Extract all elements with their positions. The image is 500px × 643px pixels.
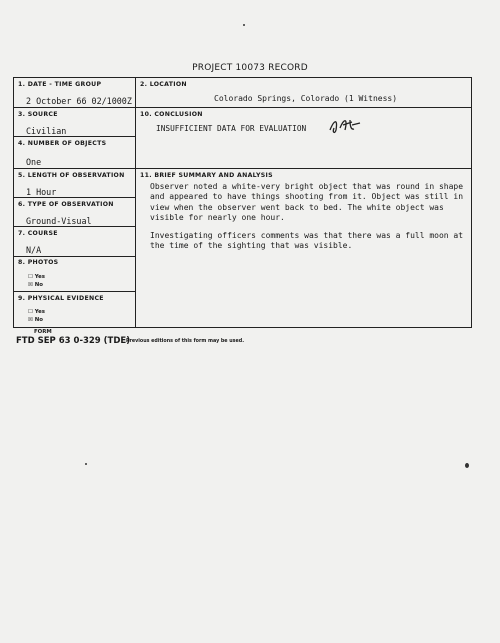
divider bbox=[14, 291, 135, 292]
footer-form-code: FTD SEP 63 0-329 (TDE) bbox=[16, 336, 131, 346]
physical-evidence-label: 9. PHYSICAL EVIDENCE bbox=[18, 295, 104, 302]
length-of-observation-value: 1 Hour bbox=[26, 187, 57, 197]
length-of-observation-label: 5. LENGTH OF OBSERVATION bbox=[18, 172, 125, 179]
speck bbox=[465, 463, 469, 468]
page-title: PROJECT 10073 RECORD bbox=[192, 63, 308, 73]
photos-yes-option: ☐ Yes bbox=[28, 274, 45, 280]
evidence-no-option: ☒ No bbox=[28, 317, 43, 323]
divider bbox=[14, 197, 135, 198]
source-value: Civilian bbox=[26, 126, 67, 136]
divider bbox=[14, 168, 135, 169]
divider bbox=[14, 256, 135, 257]
type-of-observation-label: 6. TYPE OF OBSERVATION bbox=[18, 201, 114, 208]
course-value: N/A bbox=[26, 245, 42, 255]
summary-paragraph-1: Observer noted a white-very bright object that was round in shape and appeared to have things shooting from it. Object was still in view when the observer went back to bed. The white object was visible for nearly one hour. bbox=[150, 182, 464, 223]
photos-yes-text: Yes bbox=[34, 274, 45, 280]
summary-label: 11. BRIEF SUMMARY AND ANALYSIS bbox=[140, 172, 273, 179]
photos-label: 8. PHOTOS bbox=[18, 259, 59, 266]
course-label: 7. COURSE bbox=[18, 230, 58, 237]
source-label: 3. SOURCE bbox=[18, 111, 58, 118]
divider bbox=[14, 107, 135, 108]
location-value: Colorado Springs, Colorado (1 Witness) bbox=[214, 94, 398, 103]
type-of-observation-value: Ground-Visual bbox=[26, 216, 92, 226]
location-label: 2. LOCATION bbox=[140, 81, 187, 88]
conclusion-label: 10. CONCLUSION bbox=[140, 111, 203, 118]
speck bbox=[243, 24, 245, 26]
number-of-objects-value: One bbox=[26, 157, 42, 167]
evidence-yes-text: Yes bbox=[34, 309, 45, 315]
conclusion-value: INSUFFICIENT DATA FOR EVALUATION bbox=[156, 124, 307, 133]
number-of-objects-label: 4. NUMBER OF OBJECTS bbox=[18, 140, 107, 147]
footer-note: Previous editions of this form may be used. bbox=[126, 339, 245, 344]
divider bbox=[136, 168, 471, 169]
column-divider bbox=[135, 78, 136, 327]
photos-no-text: No bbox=[34, 282, 43, 288]
initials-signature bbox=[326, 116, 364, 136]
summary-paragraph-2: Investigating officers comments was that there was a full moon at the time of the sighting that was visible. bbox=[150, 230, 464, 251]
photos-no-option: ☒ No bbox=[28, 282, 43, 288]
speck bbox=[85, 463, 87, 465]
evidence-no-text: No bbox=[34, 317, 43, 323]
date-time-label: 1. DATE - TIME GROUP bbox=[18, 81, 102, 88]
date-time-value: 2 October 66 02/1000Z bbox=[26, 96, 132, 106]
footer-form-label: FORM bbox=[34, 329, 52, 335]
divider bbox=[14, 226, 135, 227]
summary-text bbox=[150, 182, 470, 258]
divider bbox=[14, 136, 135, 137]
divider bbox=[136, 107, 471, 108]
evidence-yes-option: ☐ Yes bbox=[28, 309, 45, 315]
